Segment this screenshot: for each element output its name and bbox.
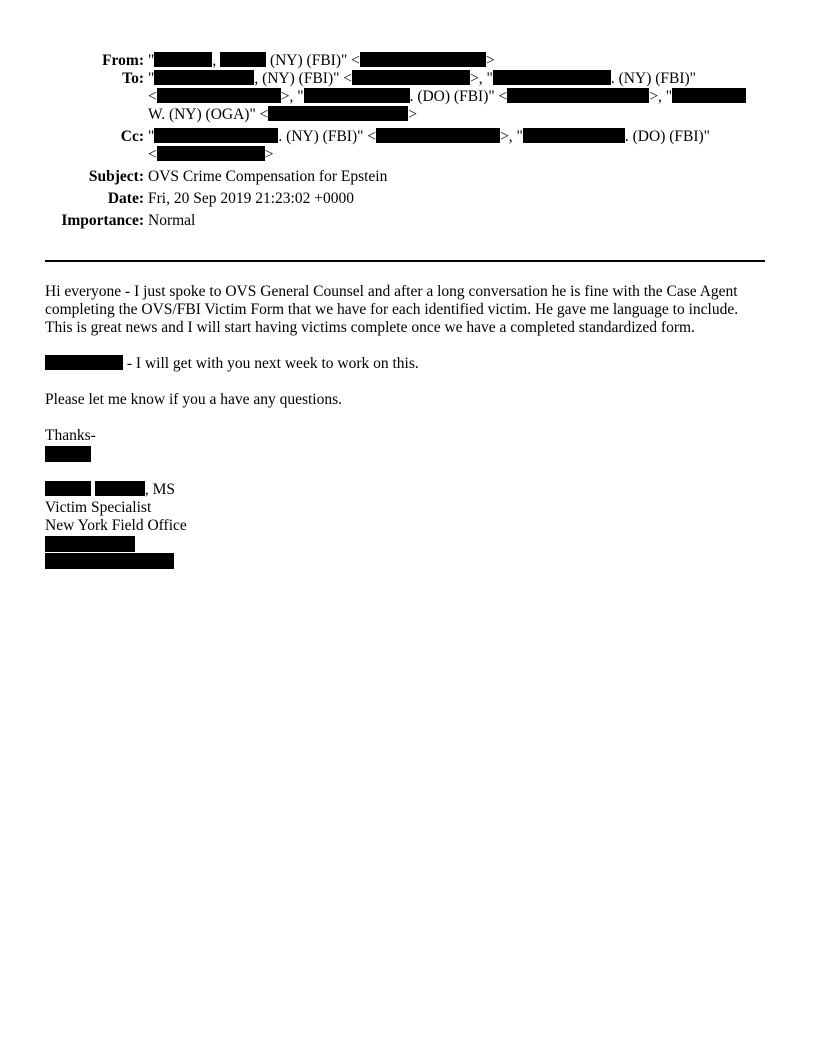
date-value: Fri, 20 Sep 2019 21:23:02 +0000 [148,190,354,207]
redaction-block [507,88,649,103]
cc-value [148,128,764,164]
redaction-block [352,70,470,85]
subject-label: Subject: [88,168,144,185]
from-row [40,52,764,70]
cc-text: . (NY) (FBI)" < [278,128,377,145]
email-header [40,52,764,230]
redaction-block [157,146,265,161]
to-text: > [408,106,418,123]
subject-row [40,168,764,186]
body-paragraph [45,355,767,373]
header-divider [45,260,765,262]
signature-name [45,481,767,499]
signature-title: Victim Specialist [45,499,152,516]
redaction-block [304,88,410,103]
redaction-block [154,52,212,67]
from-text: , [212,52,221,69]
cc-text: > [264,146,274,163]
to-text: W. (NY) (OGA)" < [148,106,269,123]
date-label: Date: [107,190,144,207]
cc-row [40,128,764,164]
redaction-block [220,52,266,67]
to-row [40,70,764,124]
from-value [148,52,764,70]
email-body [45,283,767,570]
redaction-block [268,106,408,121]
body-text: - I will get with you next week to work on this. [123,355,419,372]
redaction-block [154,70,254,85]
to-text: >, " [649,88,673,105]
date-row [40,190,764,208]
from-text: > [485,52,495,69]
subject-value: OVS Crime Compensation for Epstein [148,168,388,185]
cc-text: < [148,146,157,163]
cc-text: . (DO) (FBI)" [624,128,710,145]
from-text: (NY) (FBI)" < [266,52,360,69]
from-text: " [148,52,155,69]
importance-label: Importance: [61,212,144,229]
importance-value: Normal [148,212,196,229]
redaction-block [95,481,145,496]
redaction-block [45,536,135,552]
redaction-block [154,128,278,143]
to-text: < [148,88,157,105]
from-label: From: [102,52,144,69]
redaction-block [157,88,281,103]
redaction-block [45,355,123,370]
to-text: . (NY) (FBI)" [610,70,696,87]
cc-text: " [148,128,155,145]
signature-suffix: , MS [144,481,176,498]
importance-row [40,212,764,230]
to-text: , (NY) (FBI)" < [254,70,353,87]
to-value [148,70,764,124]
to-text: >, " [470,70,493,87]
cc-label: Cc: [120,128,144,145]
redaction-block [360,52,486,67]
to-text: >, " [280,88,304,105]
redaction-block [523,128,625,143]
to-text: " [148,70,155,87]
thanks-line: Thanks- [45,427,96,444]
redaction-block [45,446,91,462]
redaction-block [493,70,611,85]
redaction-block [45,553,174,569]
redaction-block [45,481,91,496]
body-paragraph: Please let me know if you a have any questions. [45,391,343,408]
redaction-block [672,88,746,103]
signature-office: New York Field Office [45,517,187,534]
body-paragraph: Hi everyone - I just spoke to OVS General Counsel and after a long conversation he is fine with the Case Agent completing the OVS/FBI Victim Form that we have for each identified victim. He gave me language to include. This is great news and I will start having victims complete once we have a completed standardized form. [45,283,739,336]
to-text: . (DO) (FBI)" < [409,88,508,105]
redaction-block [376,128,500,143]
cc-text: >, " [500,128,523,145]
to-label: To: [122,70,144,87]
